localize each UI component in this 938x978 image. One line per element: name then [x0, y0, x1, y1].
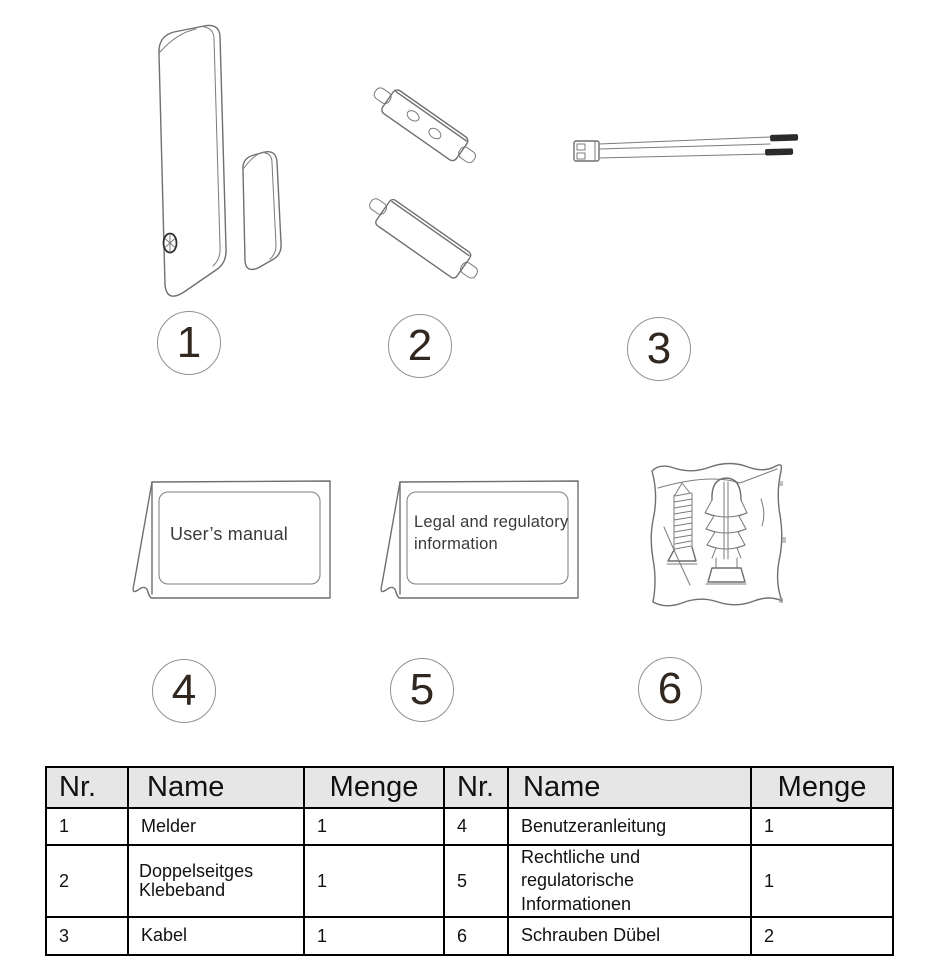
manual-card-label: User’s manual — [170, 524, 288, 544]
quantity-cell: 1 — [751, 808, 893, 845]
figure-item-3 — [566, 128, 816, 173]
part-name-cell: Benutzeranleitung — [508, 808, 751, 845]
screw-illustration — [667, 483, 697, 564]
quantity-cell: 1 — [304, 917, 444, 955]
table-row — [46, 808, 893, 845]
part-name-cell: Doppelseitges Klebeband — [128, 845, 304, 917]
parts-table — [45, 766, 894, 956]
part-number-cell: 3 — [46, 917, 128, 955]
item-number-badge-4 — [152, 659, 216, 723]
legal-card-label: Legal and regulatory information — [414, 513, 569, 553]
quantity-cell: 1 — [751, 845, 893, 917]
part-number-cell: 2 — [46, 845, 128, 917]
item-number: 4 — [171, 666, 197, 715]
quantity-cell: 2 — [751, 917, 893, 955]
figure-item-1 — [146, 22, 296, 312]
header-nr-left: Nr. — [46, 767, 128, 808]
item-number-badge-5 — [390, 658, 454, 722]
item-number-badge-3 — [627, 317, 691, 381]
quantity-cell: 1 — [304, 808, 444, 845]
part-name-cell: Melder — [128, 808, 304, 845]
item-number: 1 — [176, 318, 202, 367]
cable-illustration — [566, 128, 816, 173]
header-name-right: Name — [508, 767, 751, 808]
quantity-cell: 1 — [304, 845, 444, 917]
part-name-cell: Kabel — [128, 917, 304, 955]
part-number-cell: 1 — [46, 808, 128, 845]
screws-anchors-bag-illustration — [640, 455, 800, 620]
item-number: 2 — [407, 321, 433, 370]
item-number-badge-6 — [638, 657, 702, 721]
figure-item-2 — [378, 72, 503, 317]
table-row — [46, 845, 893, 917]
part-name-cell: Schrauben Dübel — [508, 917, 751, 955]
table-header-row — [46, 767, 893, 808]
table-row — [46, 917, 893, 955]
door-window-sensor-illustration — [146, 22, 296, 312]
part-number-cell: 6 — [444, 917, 508, 955]
part-number-cell: 4 — [444, 808, 508, 845]
wall-anchor-illustration — [705, 478, 747, 584]
item-number: 5 — [409, 665, 435, 714]
item-number-badge-2 — [388, 314, 452, 378]
header-menge-left: Menge — [304, 767, 444, 808]
header-name-left: Name — [128, 767, 304, 808]
header-menge-right: Menge — [751, 767, 893, 808]
tape-strips-illustration — [378, 72, 503, 317]
part-number-cell: 5 — [444, 845, 508, 917]
header-nr-right: Nr. — [444, 767, 508, 808]
item-number: 6 — [657, 664, 683, 713]
wire-tip — [765, 148, 793, 155]
item-number: 3 — [646, 324, 672, 373]
figure-item-6 — [640, 455, 800, 620]
part-name-cell: Rechtliche und regulatorische Informationen — [508, 845, 751, 917]
wire-tip — [770, 134, 798, 141]
item-number-badge-1 — [157, 311, 221, 375]
